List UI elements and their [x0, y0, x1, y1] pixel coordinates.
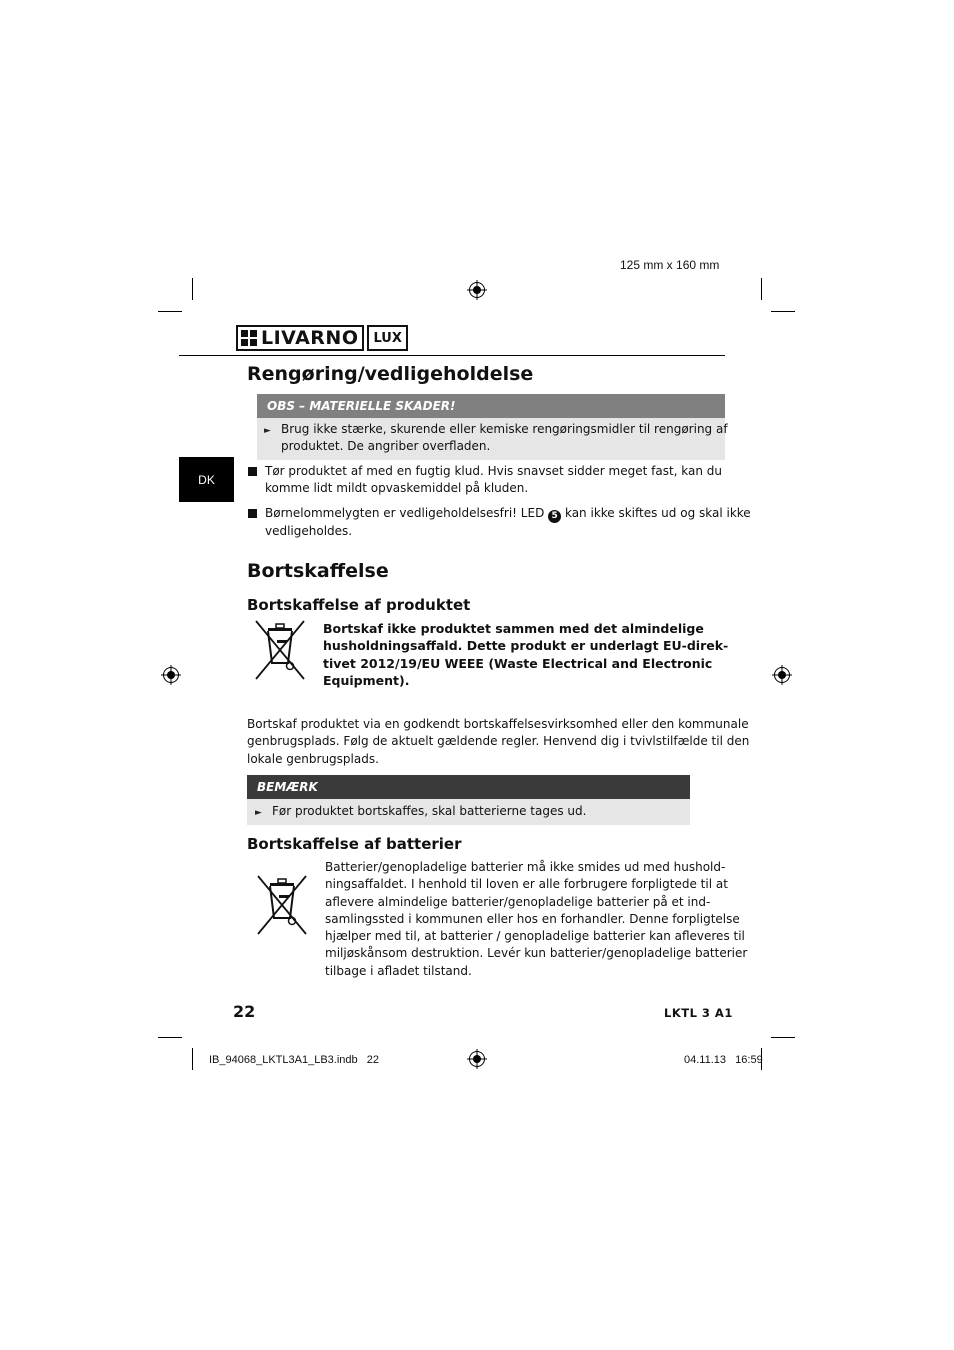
text-line: Equipment). [323, 672, 410, 688]
text-line: tilbage i afladet tilstand. [325, 963, 472, 978]
product-disposal-paragraph [247, 716, 749, 768]
led-reference-number: 5 [548, 510, 561, 523]
cleaning-bullet-1 [265, 463, 722, 498]
logo-sub: LUX [367, 325, 407, 351]
text-line [265, 505, 751, 523]
note-text: Før produktet bortskaffes, skal batterierne tages ud. [272, 804, 587, 818]
text-line: genbrugsplads. Følg de aktuelt gældende regler. Henvend dig i tvivlstilfælde til den [247, 734, 750, 749]
page-number: 22 [233, 1002, 256, 1021]
registration-mark-icon [161, 665, 181, 685]
text-line: komme lidt mildt opvaskemiddel på kluden. [265, 481, 529, 496]
crop-mark [761, 278, 762, 300]
note-heading: BEMÆRK [247, 775, 690, 799]
registration-mark-icon [467, 1049, 487, 1069]
text-line: Tør produktet af med en fugtig klud. Hvis snavset sidder meget fast, kan du [265, 464, 723, 478]
subtitle-product-disposal: Bortskaffelse af produktet [247, 596, 471, 614]
arrow-bullet-icon: ► [264, 426, 271, 436]
text-line: aflevere almindelige batterier/genopladelige batterier på et ind- [325, 894, 711, 909]
language-tab: DK [179, 457, 234, 502]
text-line: Bortskaf ikke produktet sammen med det almindelige [323, 621, 704, 636]
header-divider [179, 355, 725, 356]
text-line: husholdningsaffald. Dette produkt er underlagt EU-direk- [323, 638, 729, 654]
note-body [247, 799, 690, 825]
print-date-time: 04.11.13 16:59 [684, 1054, 763, 1066]
square-bullet-icon [248, 509, 257, 518]
text-line: hjælper med til, at batterier / genopladelige batterier kan afleveres til [325, 929, 745, 944]
product-disposal-warning [323, 620, 728, 689]
logo-word: LIVARNO [261, 327, 359, 349]
crop-mark [158, 1037, 182, 1038]
cleaning-bullet-2 [265, 505, 751, 540]
text-line: lokale genbrugsplads. [247, 751, 379, 766]
crop-mark [771, 311, 795, 312]
registration-mark-icon [467, 280, 487, 300]
model-number: LKTL 3 A1 [664, 1006, 733, 1020]
text-line: samlingssted i kommunen eller hos en forhandler. Denne forpligtelse [325, 911, 740, 926]
registration-mark-icon [772, 665, 792, 685]
text-line: Batterier/genopladelige batterier må ikke smides ud med hushold- [325, 860, 726, 874]
notice-line: Brug ikke stærke, skurende eller kemiske rengøringsmidler til rengøring af [281, 422, 728, 436]
text-line: tivet 2012/19/EU WEEE (Waste Electrical and Electronic [323, 655, 713, 671]
format-label: 125 mm x 160 mm [620, 258, 720, 272]
subtitle-battery-disposal: Bortskaffelse af batterier [247, 835, 462, 853]
battery-disposal-paragraph [325, 859, 747, 980]
logo-mark-icon [241, 330, 257, 346]
crossed-out-wheelie-bin-icon [254, 874, 310, 936]
logo-main [236, 325, 364, 351]
notice-body [257, 418, 728, 460]
crop-mark [771, 1037, 795, 1038]
crop-mark [158, 311, 182, 312]
text-line: miljøskånsom destruktion. Levér kun batterier/genopladelige batterier [325, 946, 748, 961]
section-title-cleaning: Rengøring/vedligeholdelse [247, 363, 534, 385]
notice-line: produktet. De angriber overfladen. [281, 439, 491, 453]
file-info: IB_94068_LKTL3A1_LB3.indb 22 [209, 1054, 380, 1066]
text-line: Bortskaf produktet via en godkendt bortskaffelsesvirksomhed eller den kommunale [247, 717, 749, 731]
square-bullet-icon [248, 467, 257, 476]
arrow-bullet-icon: ► [255, 808, 262, 818]
notice-heading: OBS – MATERIELLE SKADER! [257, 394, 725, 418]
crossed-out-wheelie-bin-icon [252, 619, 308, 681]
text-fragment: kan ikke skiftes ud og skal ikke [564, 506, 751, 520]
text-line: vedligeholdes. [265, 524, 353, 538]
crop-mark [192, 1048, 193, 1070]
crop-mark [192, 278, 193, 300]
text-line: ningsaffaldet. I henhold til loven er alle forbrugere forpligtede til at [325, 877, 728, 892]
brand-logo [236, 325, 408, 351]
text-fragment: Børnelommelygten er vedligeholdelsesfri! LED [265, 506, 545, 520]
section-title-disposal: Bortskaffelse [247, 560, 389, 582]
